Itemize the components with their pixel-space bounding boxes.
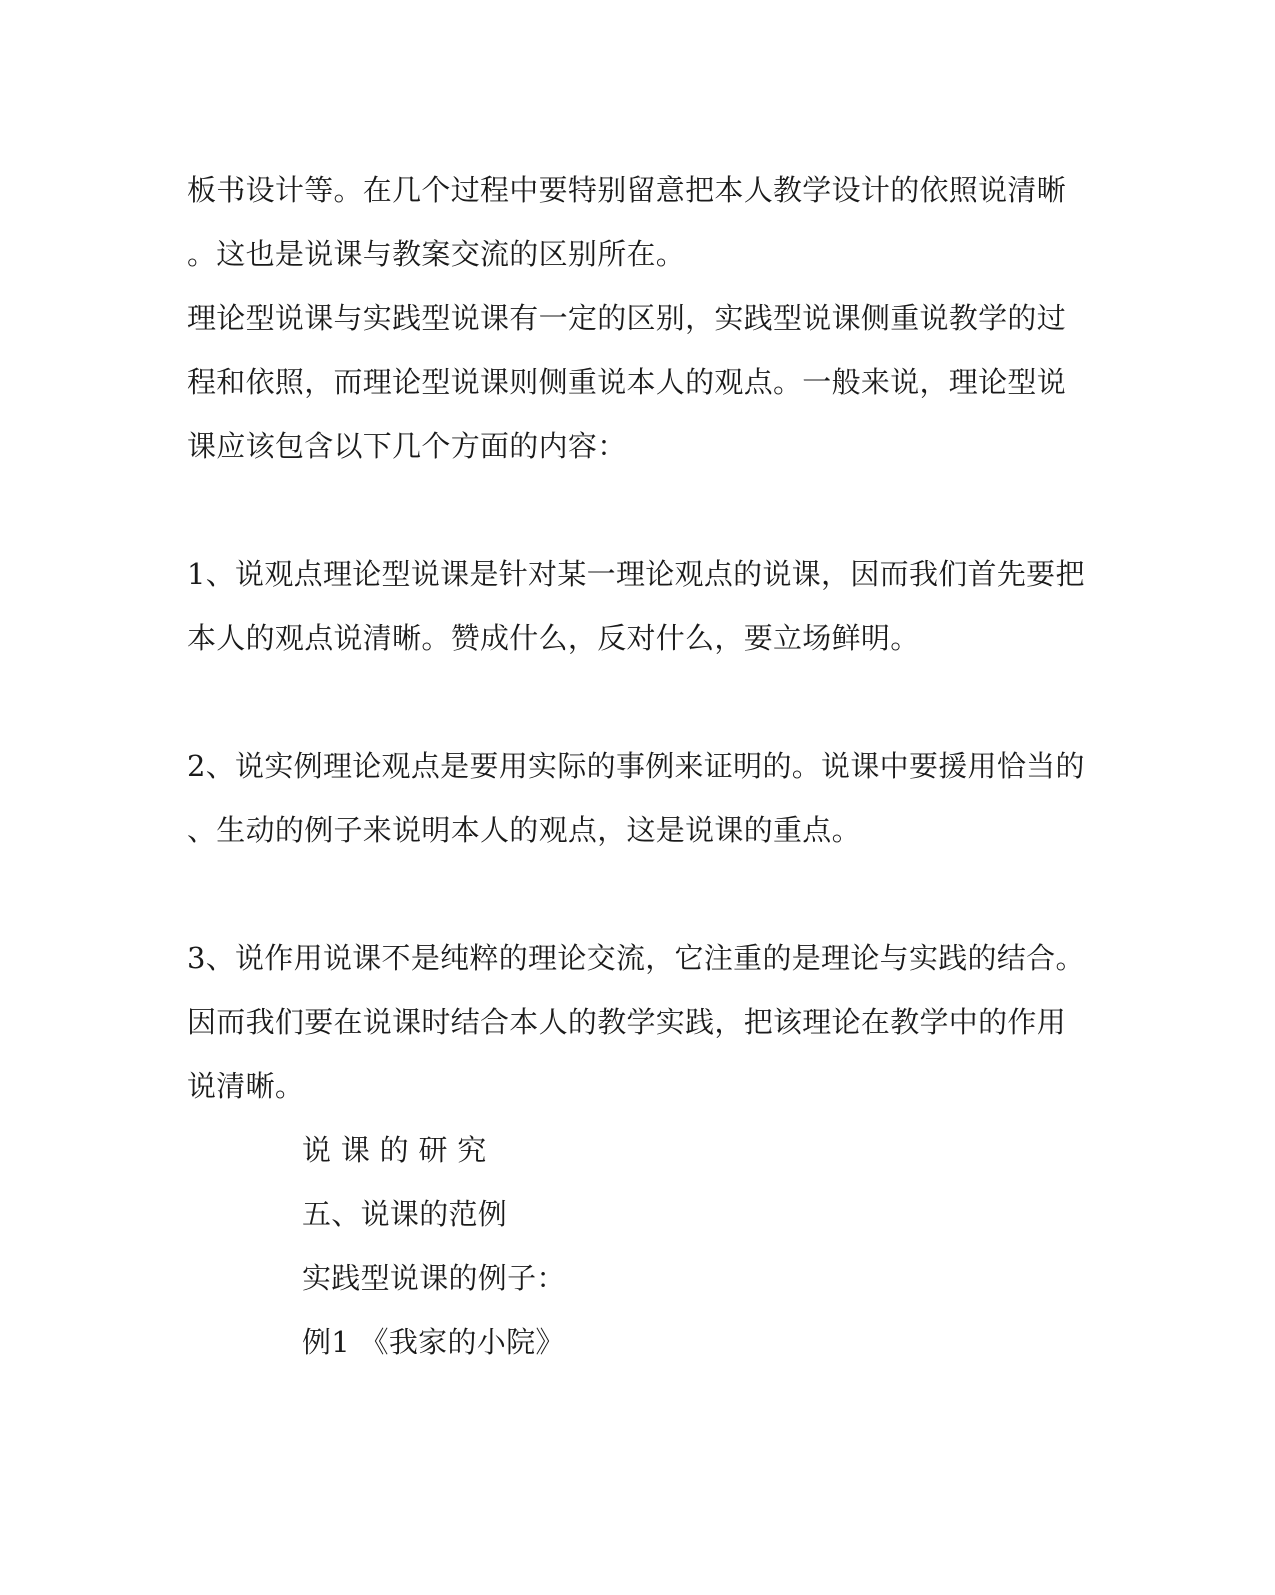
list-item-line: 说清晰。 [187,1069,305,1103]
example-title: 例1 《我家的小院》 [302,1325,565,1359]
paragraph-line: 板书设计等。在几个过程中要特别留意把本人教学设计的依照说清晰 [187,173,1067,207]
paragraph-line: 理论型说课与实践型说课有一定的区别，实践型说课侧重说教学的过 [187,301,1067,335]
section-title: 说 课 的 研 究 [302,1133,487,1167]
list-item-line: 因而我们要在说课时结合本人的教学实践，把该理论在教学中的作用 [187,1005,1067,1039]
paragraph-line: 。这也是说课与教案交流的区别所在。 [187,237,686,271]
list-item-line: 本人的观点说清晰。赞成什么，反对什么，要立场鲜明。 [187,621,920,655]
paragraph-line: 课应该包含以下几个方面的内容： [187,429,627,463]
subheading: 实践型说课的例子： [302,1261,566,1295]
list-item-line: 、生动的例子来说明本人的观点，这是说课的重点。 [187,813,861,847]
list-item-line: 3、说作用说课不是纯粹的理论交流，它注重的是理论与实践的结合。 [187,941,1085,975]
paragraph-line: 程和依照，而理论型说课则侧重说本人的观点。一般来说，理论型说 [187,365,1067,399]
list-item-line: 2、说实例理论观点是要用实际的事例来证明的。说课中要援用恰当的 [187,749,1085,783]
section-heading: 五、说课的范例 [302,1197,508,1231]
list-item-line: 1、说观点理论型说课是针对某一理论观点的说课，因而我们首先要把 [187,557,1085,591]
